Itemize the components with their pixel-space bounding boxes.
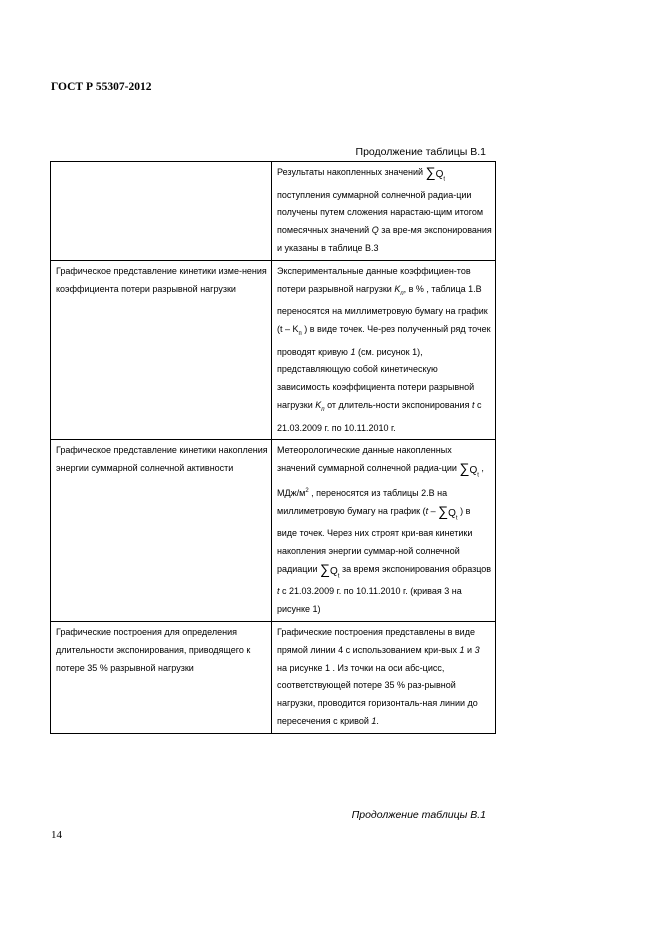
document-code: ГОСТ Р 55307-2012 bbox=[51, 81, 152, 93]
table-row bbox=[51, 440, 496, 622]
kn-symbol: $K_п$ bbox=[315, 399, 325, 413]
sum-q-symbol: $\sum Q_t$ bbox=[320, 560, 340, 580]
row1-left-cell bbox=[51, 162, 272, 261]
sum-q-symbol: $\sum Q_t$ bbox=[459, 460, 479, 479]
row4-right-cell: Графические построения представлены в виде прямой линии 4 с использованием кри-вых 1 и 3 на рисунке 1 . Из точки на оси абс-цисс, соответствующей потере 35 % раз-рывной нагрузки, проводится горизонталь-ная линии до пересечения с кривой 1. bbox=[272, 621, 496, 733]
table-row bbox=[51, 260, 496, 440]
row4-left-cell: Графические построения для определения длительности экспонирования, приводящего к потере 35 % разрывной нагрузки bbox=[51, 621, 272, 733]
row2-left-cell: Графическое представление кинетики изме-нения коэффициента потери разрывной нагрузки bbox=[51, 260, 272, 440]
row2-right-cell: Экспериментальные данные коэффициен-тов потери разрывной нагрузки $K_п$, в % , таблица 1.В переносятся на миллиметровую бумагу на график ($t - K_п$ ) в виде точек. Че-рез полученный ряд точек проводят кривую 1 (см. рисунок 1), представляющую собой кинетическую зависимость коэффициента потери разрывной нагрузки $K_п$ от длитель-ности экспонирования t с 21.03.2009 г. по 10.11.2010 г. bbox=[272, 260, 496, 440]
kn-symbol: $K_п$ bbox=[394, 283, 404, 297]
page-number: 14 bbox=[51, 829, 62, 841]
sum-q-symbol: $\sum Q_t$ bbox=[438, 502, 458, 522]
row3-right-cell: Метеорологические данные накопленных значений суммарной солнечной радиа-ции $\sum Q_t$ , МДж/$м^2$ , переносятся из таблицы 2.В на миллиметровую бумагу на график ($t - \sum Q_t$ ) в виде точек. Через них строят кри-вая кинетики накопления энергии суммар-ной солнечной радиации $\sum Q_t$ за время экспонирования образцов t с 21.03.2009 г. по 10.11.2010 г. (кривая 3 на рисунке 1) bbox=[272, 440, 496, 622]
table-row bbox=[51, 621, 496, 733]
continuation-table bbox=[50, 161, 496, 734]
table-row bbox=[51, 162, 496, 261]
sum-q-symbol: $\sum Q_t$ bbox=[425, 164, 446, 183]
row3-left-cell: Графическое представление кинетики накопления энергии суммарной солнечной активности bbox=[51, 440, 272, 622]
row1-right-cell: Результаты накопленных значений $\sum Q_t$ поступления суммарной солнечной радиа-ции получены путем сложения нарастаю-щим итогом помесячных значений Q за вре-мя экспонирования и указаны в таблице В.3 bbox=[272, 162, 496, 261]
table-continuation-caption-bottom: Продолжение таблицы В.1 bbox=[351, 809, 486, 821]
table-continuation-caption-top: Продолжение таблицы В.1 bbox=[355, 146, 486, 158]
